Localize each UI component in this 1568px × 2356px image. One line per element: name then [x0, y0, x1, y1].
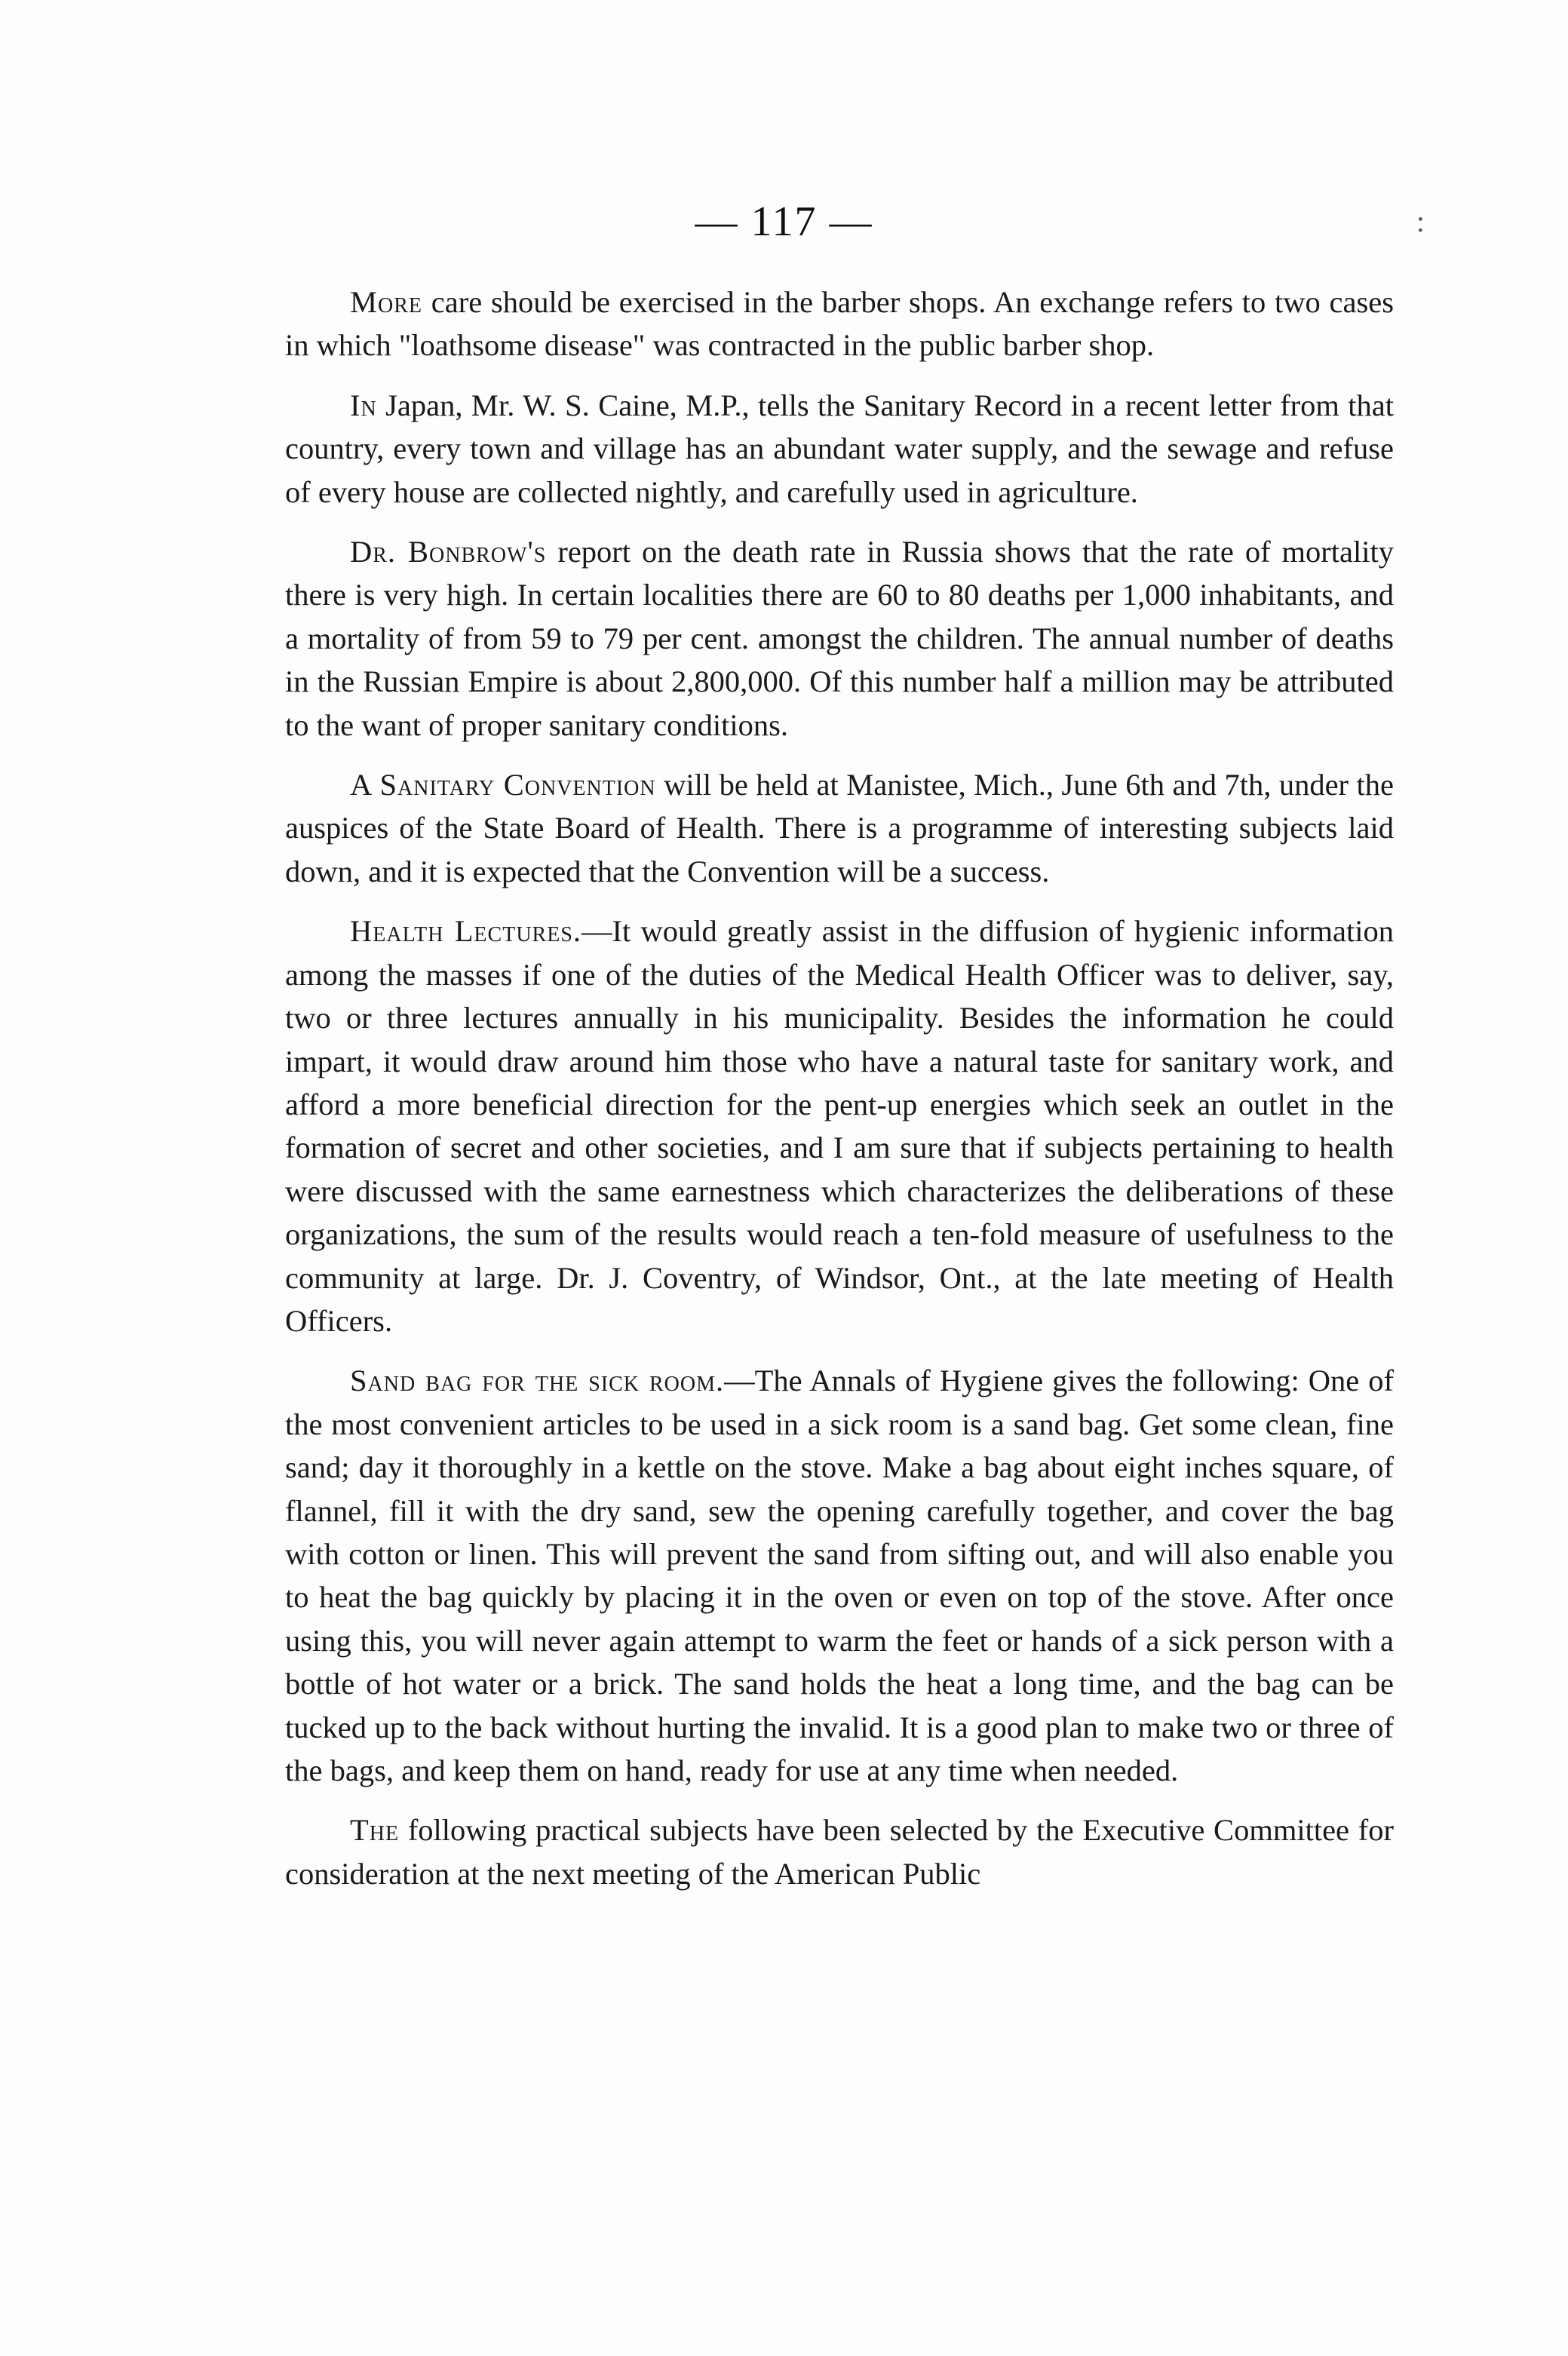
paragraph-health-lectures: [285, 910, 1394, 1342]
paragraph-lead: In: [350, 388, 377, 422]
paragraph-text: report on the death rate in Russia shows that the rate of mortality there is very high. In certain localities there are 60 to 80 deaths per 1,000 inhabitants, and a mortality of from 59 to 79 per cent. amongst the children. The annual number of deaths in the Russian Empire is about 2,800,000. Of this number half a million may be attributed to the want of proper sanitary conditions.: [285, 535, 1395, 742]
article-body: [285, 281, 1394, 1912]
paragraph-text: will be held at Manistee, Mich., June 6th and 7th, under the auspices of the State Board of Health. There is a programme of interesting subjects laid down, and it is expected that the Convention will be a success.: [285, 768, 1394, 888]
paragraph-japan: [285, 384, 1394, 514]
margin-mark: :: [1416, 204, 1425, 238]
paragraph-lead: A Sanitary Convention: [350, 768, 656, 802]
paragraph-lead: Health Lectures.: [350, 914, 582, 949]
paragraph-text: Japan, Mr. W. S. Caine, M.P., tells the Sanitary Record in a recent letter from that country, every town and village has an abundant water supply, and the sewage and refuse of every house are collected nightly, and carefully used in agriculture.: [285, 388, 1394, 509]
paragraph-text: care should be exercised in the barber shops. An exchange refers to two cases in which "loathsome disease" was contracted in the public barber shop.: [285, 285, 1394, 363]
paragraph-sanitary-convention: [285, 763, 1394, 893]
page-number: — 117 —: [695, 198, 873, 245]
paragraph-lead: Dr. Bonbrow's: [350, 535, 547, 569]
paragraph-sand-bag: [285, 1359, 1394, 1792]
paragraph-text: —It would greatly assist in the diffusion of hygienic information among the masses if one of the duties of the Medical Health Officer was to deliver, say, two or three lectures annually in his municipality. Besides the information he could impart, it would draw around him those who have a natural taste for sanitary work, and afford a more beneficial direction for the pent-up energies which seek an outlet in the formation of secret and other societies, and I am sure that if subjects pertaining to health were discussed with the same earnestness which characterizes the deliberations of these organizations, the sum of the results would reach a ten-fold measure of usefulness to the community at large. Dr. J. Coventry, of Windsor, Ont., at the late meeting of Health Officers.: [285, 914, 1394, 1338]
paragraph-text: —The Annals of Hygiene gives the following: One of the most convenient articles to be used in a sick room is a sand bag. Get some clean, fine sand; day it thoroughly in a kettle on the stove. Make a bag about eight inches square, of flannel, fill it with the dry sand, sew the opening carefully together, and cover the bag with cotton or linen. This will prevent the sand from sifting out, and will also enable you to heat the bag quickly by placing it in the oven or even on top of the stove. After once using this, you will never again attempt to warm the feet or hands of a sick person with a bottle of hot water or a brick. The sand holds the heat a long time, and the bag can be tucked up to the back without hurting the invalid. It is a good plan to make two or three of the bags, and keep them on hand, ready for use at any time when needed.: [285, 1364, 1395, 1787]
paragraph-russia-death-rate: [285, 530, 1394, 747]
paragraph-lead: The: [350, 1813, 400, 1848]
paragraph-barber-shops: [285, 281, 1394, 367]
paragraph-practical-subjects: [285, 1808, 1394, 1895]
paragraph-lead: Sand bag for the sick room.: [350, 1364, 725, 1398]
paragraph-text: following practical subjects have been selected by the Executive Committee for consideration at the next meeting of the American Public: [285, 1813, 1394, 1891]
paragraph-lead: More: [350, 285, 423, 319]
